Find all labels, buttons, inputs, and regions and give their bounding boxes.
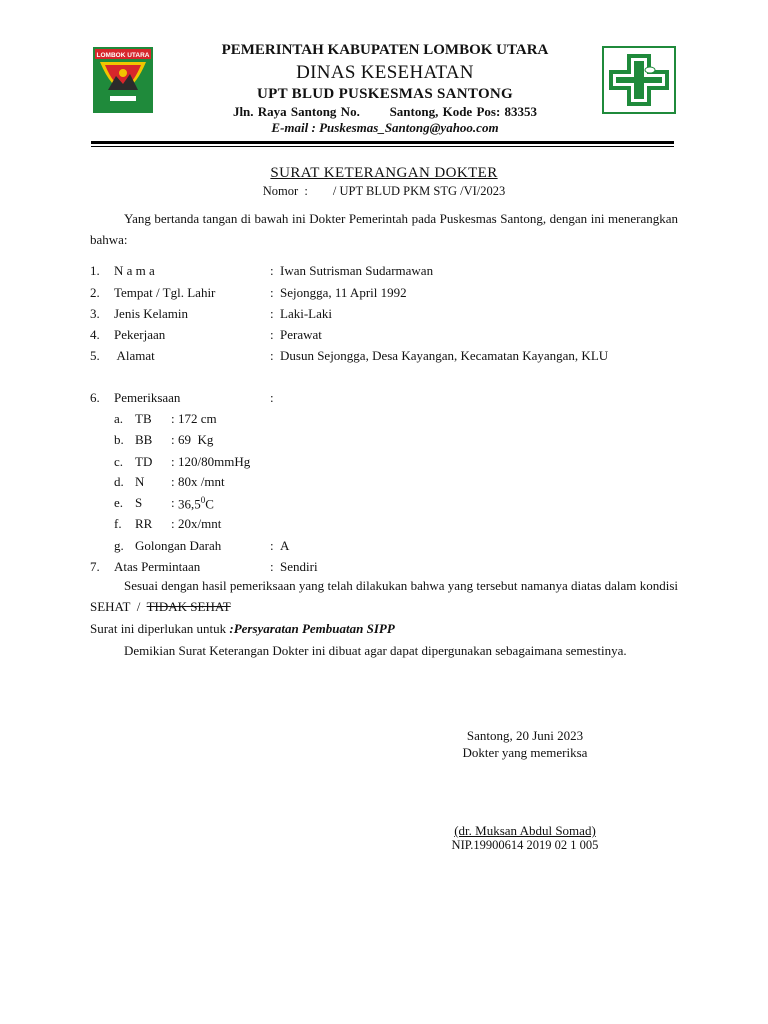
signer-role: Dokter yang memeriksa: [462, 745, 588, 760]
item-label: N a m a: [114, 263, 155, 278]
exam-name: BB: [135, 432, 153, 447]
exam-colon: :: [171, 516, 175, 531]
exam-letter: e.: [114, 495, 124, 510]
item-colon: :: [270, 327, 274, 342]
purpose-label: Surat ini diperlukan untuk: [90, 621, 230, 636]
exam-value: 20x/mnt: [178, 516, 222, 531]
item-value: Dusun Sejongga, Desa Kayangan, Kecamatan Kayangan, KLU: [280, 348, 609, 363]
item-number: 7.: [90, 559, 100, 574]
signature-block: [400, 727, 650, 761]
purpose-line: [90, 621, 395, 637]
exam-name: S: [135, 495, 143, 510]
document-number: Nomor : / UPT BLUD PKM STG /VI/2023: [262, 184, 506, 198]
header-address: Jln. Raya Santong No. Santong, Kode Pos: 83353: [232, 104, 538, 119]
result-text: Sesuai dengan hasil pemeriksaan yang telah dilakukan bahwa yang tersebut namanya diatas dalam kondisi SEHAT /: [90, 578, 685, 614]
item-value: Perawat: [280, 327, 322, 342]
item-colon: :: [270, 390, 274, 405]
exam-name: N: [135, 474, 145, 489]
item-number: 1.: [90, 263, 100, 278]
item-value: Sendiri: [280, 559, 318, 574]
item-number: 5.: [90, 348, 100, 363]
exam-value: 80x /mnt: [178, 474, 225, 489]
exam-colon: :: [171, 495, 175, 510]
item-value: Laki-Laki: [280, 306, 332, 321]
doctor-name: (dr. Muksan Abdul Somad): [454, 823, 596, 838]
item-label: Jenis Kelamin: [114, 306, 189, 321]
lombok-utara-logo: [92, 46, 154, 114]
exam-name: Golongan Darah: [135, 538, 222, 553]
place-date: Santong, 20 Juni 2023: [466, 728, 584, 743]
item-colon: :: [270, 306, 274, 321]
exam-letter: g.: [114, 538, 124, 553]
exam-name: RR: [135, 516, 153, 531]
header-agency: DINAS KESEHATAN: [296, 62, 474, 83]
item-colon: :: [270, 285, 274, 300]
exam-colon: :: [171, 454, 175, 469]
logo-banner-text: LOMBOK UTARA: [96, 52, 150, 59]
exam-value: 172 cm: [178, 411, 217, 426]
exam-value: 69 Kg: [178, 432, 214, 447]
item-label: Tempat / Tgl. Lahir: [114, 285, 216, 300]
temperature-unit: C: [205, 496, 214, 512]
temperature-value: 36,5: [178, 496, 201, 512]
item-number: 2.: [90, 285, 100, 300]
intro-paragraph: Yang bertanda tangan di bawah ini Dokter Pemerintah pada Puskesmas Santong, dengan ini menerangkan bahwa:: [90, 211, 678, 247]
doctor-nip: NIP.19900614 2019 02 1 005: [451, 838, 599, 852]
purpose-value: :Persyaratan Pembuatan SIPP: [229, 621, 395, 636]
exam-value: 120/80mmHg: [178, 454, 251, 469]
header-divider-thick: [91, 141, 674, 144]
exam-value: A: [280, 538, 290, 553]
exam-letter: a.: [114, 411, 124, 426]
item-colon: :: [270, 263, 274, 278]
item-label: Atas Permintaan: [114, 559, 201, 574]
exam-letter: c.: [114, 454, 124, 469]
exam-letter: d.: [114, 474, 124, 489]
item-number: 3.: [90, 306, 100, 321]
exam-colon: :: [171, 432, 175, 447]
item-number: 4.: [90, 327, 100, 342]
item-value: Sejongga, 11 April 1992: [280, 285, 407, 300]
item-colon: :: [270, 348, 274, 363]
header-government: PEMERINTAH KABUPATEN LOMBOK UTARA: [221, 42, 549, 58]
header-email: E-mail : Puskesmas_Santong@yahoo.com: [271, 120, 499, 135]
header-divider-thin: [91, 146, 674, 147]
item-number: 6.: [90, 390, 100, 405]
degree-mark: 0: [200, 495, 206, 505]
item-label: Alamat: [114, 348, 155, 363]
header-unit: UPT BLUD PUSKESMAS SANTONG: [256, 86, 514, 102]
document-title: SURAT KETERANGAN DOKTER: [270, 165, 498, 181]
exam-value: [178, 495, 214, 512]
item-colon: :: [270, 559, 274, 574]
item-value: Iwan Sutrisman Sudarmawan: [280, 263, 434, 278]
exam-colon: :: [171, 411, 175, 426]
exam-letter: b.: [114, 432, 124, 447]
item-label: Pekerjaan: [114, 327, 166, 342]
closing-paragraph: Demikian Surat Keterangan Dokter ini dibuat agar dapat dipergunakan sebagaimana semestinya.: [124, 643, 627, 658]
struck-option: TIDAK SEHAT: [146, 599, 231, 614]
item-label: Pemeriksaan: [114, 390, 181, 405]
exam-name: TB: [135, 411, 152, 426]
exam-colon: :: [270, 538, 274, 553]
exam-colon: :: [171, 474, 175, 489]
exam-letter: f.: [114, 516, 122, 531]
exam-name: TD: [135, 454, 153, 469]
result-paragraph: [90, 575, 685, 617]
